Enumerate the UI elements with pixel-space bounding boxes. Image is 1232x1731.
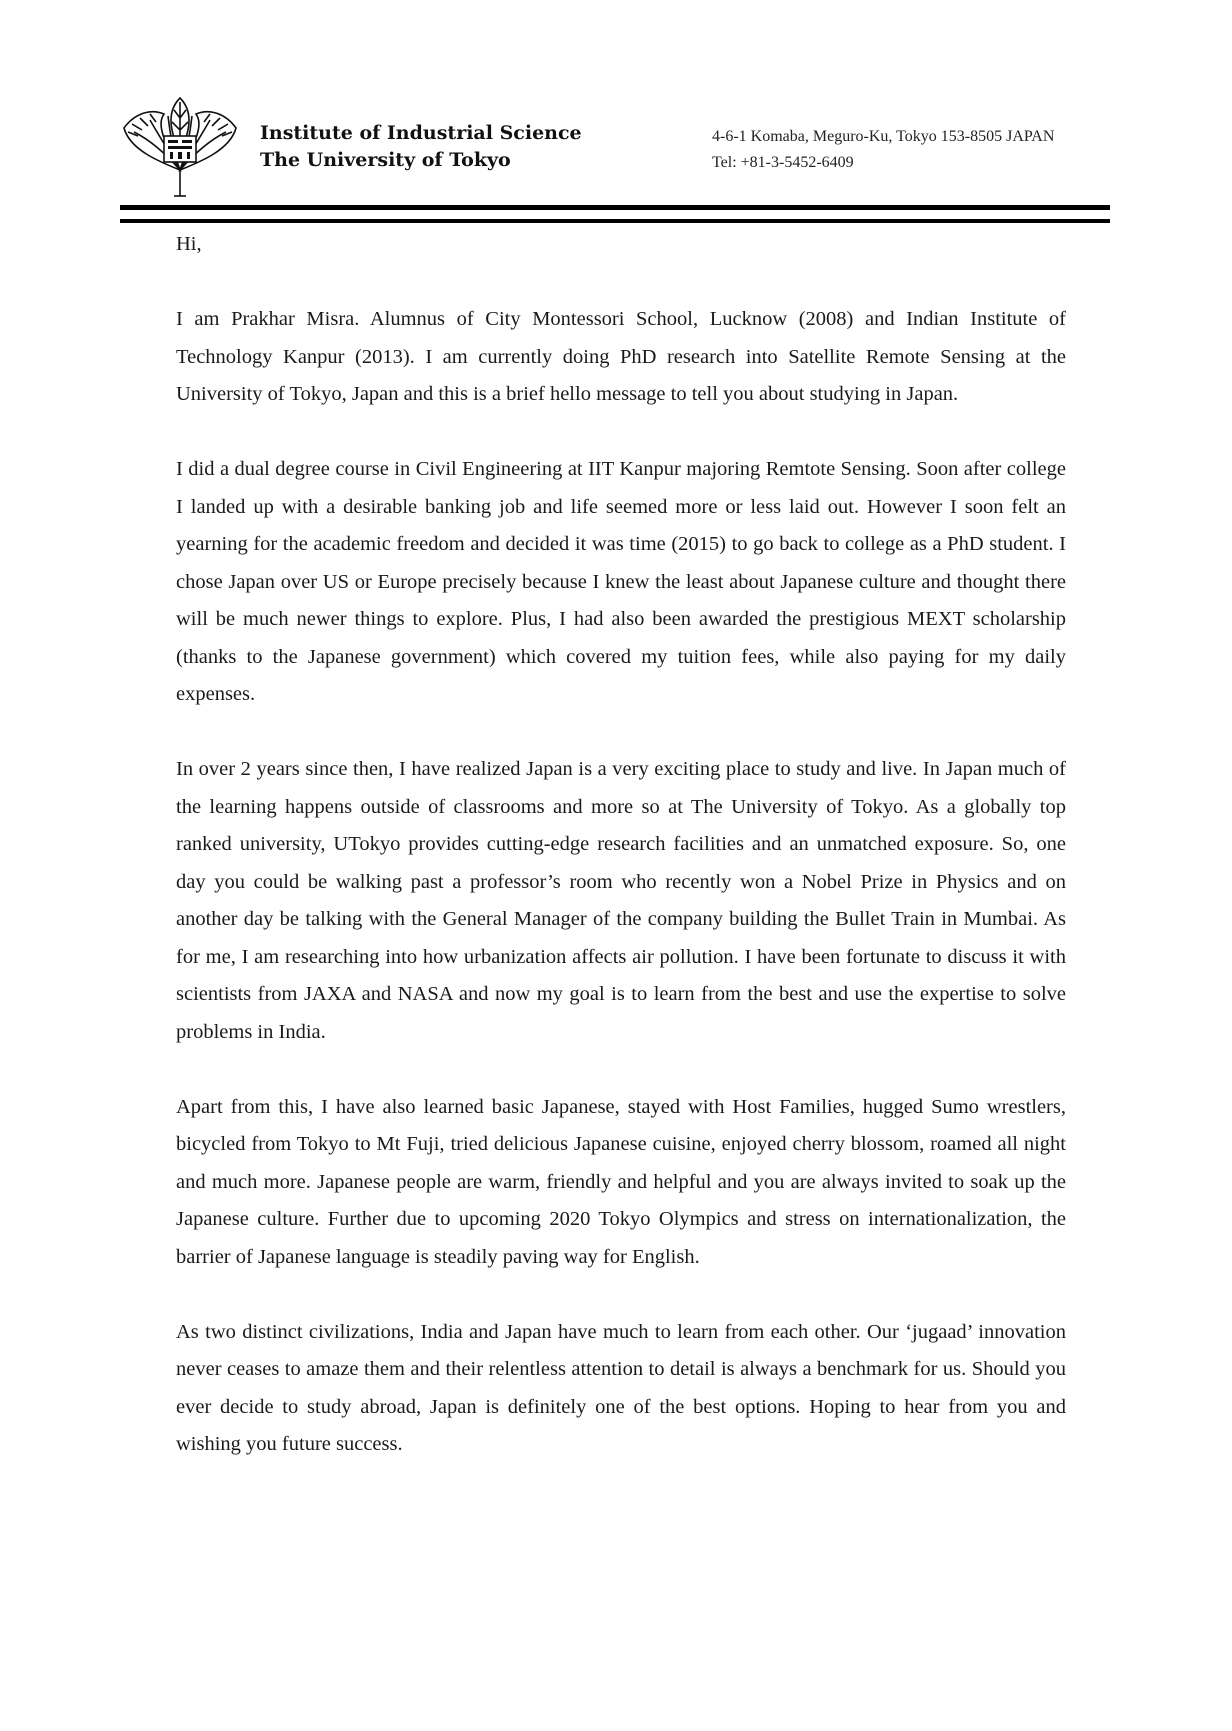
- paragraph-introduction: I am Prakhar Misra. Alumnus of City Montessori School, Lucknow (2008) and Indian Institute of Technology Kanpur (2013). I am currently doing PhD research into Satellite Remote Sensing at the University of Tokyo, Japan and this is a brief hello message to tell you about studying in Japan.: [176, 308, 1066, 405]
- institute-name: Institute of Industrial Science: [260, 122, 582, 144]
- contact-block: [712, 124, 1054, 176]
- ginkgo-leaf-crest-icon: [120, 92, 240, 202]
- telephone: Tel: +81-3-5452-6409: [712, 154, 854, 171]
- paragraph-university-life: In over 2 years since then, I have realized Japan is a very exciting place to study and live. In Japan much of the learning happens outside of classrooms and more so at The University of Tokyo. As a globally top ranked university, UTokyo provides cutting-edge research facilities and an unmatched exposure. So, one day you could be walking past a professor’s room who recently won a Nobel Prize in Physics and on another day be talking with the General Manager of the company building the Bullet Train in Mumbai. As for me, I am researching into how urbanization affects air pollution. I have been fortunate to discuss it with scientists from JAXA and NASA and now my goal is to learn from the best and use the expertise to solve problems in India.: [176, 758, 1066, 1043]
- institution-name-block: [260, 120, 582, 174]
- paragraph-background: I did a dual degree course in Civil Engineering at IIT Kanpur majoring Remtote Sensing. Soon after college I landed up with a desirable banking job and life seemed more or less laid out. However I soon felt an yearning for the academic freedom and decided it was time (2015) to go back to college as a PhD student. I chose Japan over US or Europe precisely because I knew the least about Japanese culture and thought there will be much newer things to explore. Plus, I had also been awarded the prestigious MEXT scholarship (thanks to the Japanese government) which covered my tuition fees, while also paying for my daily expenses.: [176, 458, 1066, 705]
- greeting: Hi,: [176, 233, 202, 255]
- university-name: The University of Tokyo: [260, 149, 511, 171]
- header-rule-thin: [120, 219, 1110, 223]
- paragraph-closing: As two distinct civilizations, India and Japan have much to learn from each other. Our ‘jugaad’ innovation never ceases to amaze them and their relentless attention to detail is always a benchmark for us. Should you ever decide to study abroad, Japan is definitely one of the best options. Hoping to hear from you and wishing you future success.: [176, 1320, 1066, 1455]
- letterhead: [120, 92, 1110, 202]
- header-rule-thick: [120, 205, 1110, 210]
- paragraph-culture: Apart from this, I have also learned basic Japanese, stayed with Host Families, hugged Sumo wrestlers, bicycled from Tokyo to Mt Fuji, tried delicious Japanese cuisine, enjoyed cherry blossom, roamed all night and much more. Japanese people are warm, friendly and helpful and you are always invited to soak up the Japanese culture. Further due to upcoming 2020 Tokyo Olympics and stress on internationalization, the barrier of Japanese language is steadily paving way for English.: [176, 1095, 1066, 1268]
- letter-body: [176, 226, 1066, 1501]
- address: 4-6-1 Komaba, Meguro-Ku, Tokyo 153-8505 JAPAN: [712, 128, 1055, 145]
